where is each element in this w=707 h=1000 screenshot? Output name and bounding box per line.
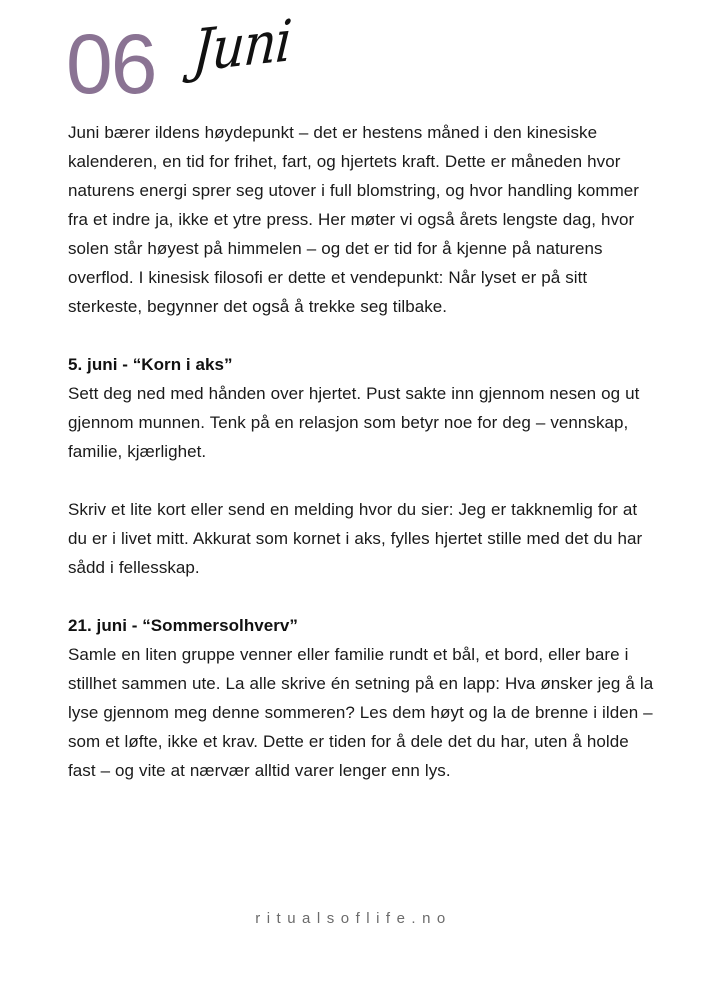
- document-content: [68, 0, 658, 785]
- section-heading: 5. juni - “Korn i aks”: [68, 355, 233, 374]
- section-paragraph: Samle en liten gruppe venner eller familie rundt et bål, et bord, eller bare i stillhet sammen ute. La alle skrive én setning på en lapp: Hva ønsker jeg å la lyse gjennom meg denne sommeren? Les dem høyt og la de brenne i ilden – som et løfte, ikke et krav. Dette er tiden for å dele det du har, uten å holde fast – og vite at nærvær alltid varer lenger enn lys.: [68, 645, 654, 780]
- section-paragraph: Skriv et lite kort eller send en melding hvor du sier: Jeg er takknemlig for at du er i livet mitt. Akkurat som kornet i aks, fylles hjertet stille med det du har sådd i fellesskap.: [68, 500, 643, 577]
- section-paragraph: Sett deg ned med hånden over hjertet. Pust sakte inn gjennom nesen og ut gjennom munnen. Tenk på en relasjon som betyr noe for deg – vennskap, familie, kjærlighet.: [68, 384, 640, 461]
- month-number: 06: [66, 17, 156, 111]
- masthead: [66, 0, 658, 118]
- intro-paragraph: Juni bærer ildens høydepunkt – det er hestens måned i den kinesiske kalenderen, en tid for frihet, fart, og hjertets kraft. Dette er måneden hvor naturens energi sprer seg utover i full blomstring, og hvor handling kommer fra et indre ja, ikke et ytre press. Her møter vi også årets lengste dag, hvor solen står høyest på himmelen – og det er tid for å kjenne på naturens overflod. I kinesisk filosofi er dette et vendepunkt: Når lyset er på sitt sterkeste, begynner det også å trekke seg tilbake.: [68, 123, 640, 316]
- section-sommersolhverv: [68, 611, 658, 785]
- page-footer: [0, 908, 707, 930]
- footer-website-url: ritualsoflife.no: [255, 910, 452, 927]
- month-name-script: Juni: [190, 7, 294, 85]
- section-heading: 21. juni - “Sommersolhverv”: [68, 616, 298, 635]
- section-korn-i-aks: [68, 350, 658, 582]
